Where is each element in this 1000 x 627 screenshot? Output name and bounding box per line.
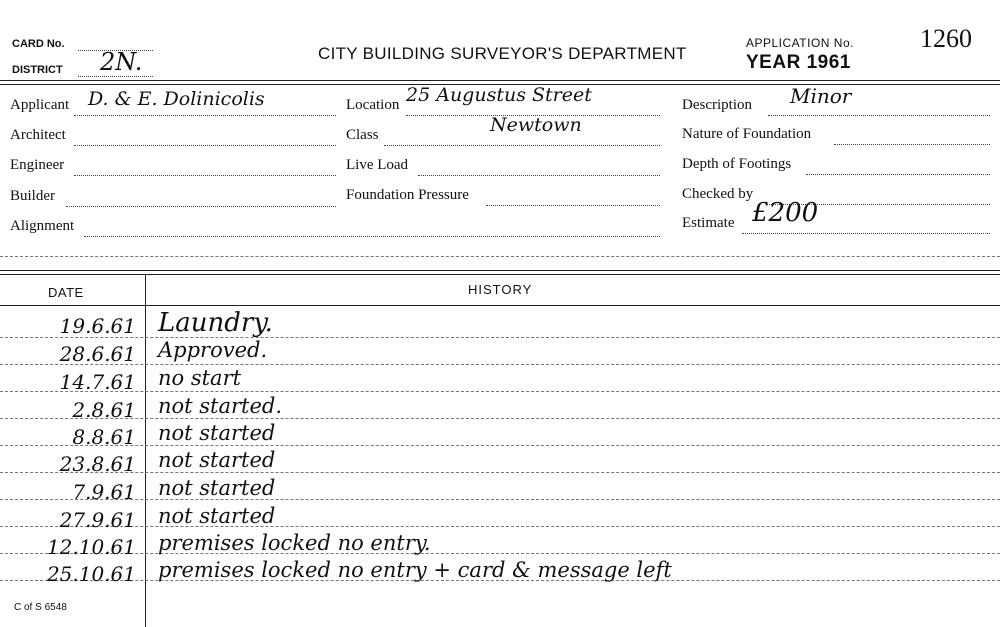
nature-of-foundation-label: Nature of Foundation (682, 126, 812, 142)
description-line (768, 115, 990, 116)
depth-of-footings-line (806, 174, 990, 175)
checked-by-label: Checked by (682, 186, 754, 202)
row-rule (0, 472, 1000, 473)
application-label: APPLICATION No. (746, 36, 854, 50)
foundation-pressure-label: Foundation Pressure (346, 187, 469, 203)
applicant-value: D. & E. Dolinicolis (88, 88, 265, 110)
card-no-label: CARD No. (12, 38, 65, 50)
form-code: C of S 6548 (14, 602, 67, 613)
history-date: 28.6.61 (59, 342, 136, 366)
alignment-label: Alignment (10, 218, 75, 234)
history-date: 2.8.61 (72, 398, 136, 422)
row-rule (0, 391, 1000, 392)
builder-line (66, 206, 336, 207)
row-rule (0, 526, 1000, 527)
date-column-divider (145, 274, 146, 627)
row-rule (0, 445, 1000, 446)
row-rule (0, 553, 1000, 554)
history-entry: premises locked no entry. (158, 531, 431, 555)
row-rule (0, 499, 1000, 500)
foundation-pressure-line (486, 205, 660, 206)
history-date: 12.10.61 (46, 535, 136, 559)
engineer-line (74, 175, 336, 176)
architect-line (74, 145, 336, 146)
history-entry: not started (158, 421, 276, 445)
fields-rule (0, 256, 1000, 257)
history-date: 8.8.61 (72, 425, 136, 449)
engineer-label: Engineer (10, 157, 65, 173)
history-header: HISTORY (468, 282, 533, 297)
applicant-label: Applicant (10, 97, 70, 113)
applicant-line (74, 115, 336, 116)
history-entry: not started (158, 448, 276, 472)
history-entry: no start (158, 366, 242, 390)
district-value: 2N. (100, 48, 143, 76)
table-header-rule (0, 305, 1000, 306)
application-number: 1260 (920, 24, 972, 53)
description-label: Description (682, 97, 752, 113)
district-label: DISTRICT (12, 64, 63, 76)
row-rule (0, 337, 1000, 338)
estimate-value: £200 (752, 198, 819, 228)
row-rule (0, 364, 1000, 365)
estimate-line (742, 233, 990, 234)
live-load-label: Live Load (346, 157, 409, 173)
location-label: Location (346, 97, 400, 113)
class-label: Class (346, 127, 379, 143)
district-line (78, 76, 153, 77)
table-top-divider-2 (0, 274, 1000, 275)
estimate-label: Estimate (682, 215, 735, 231)
depth-of-footings-label: Depth of Footings (682, 156, 792, 172)
date-header: DATE (48, 285, 84, 300)
builder-label: Builder (10, 188, 55, 204)
history-entry: not started (158, 504, 276, 528)
alignment-line (84, 236, 660, 237)
location-value-line2: Newtown (490, 114, 582, 136)
history-date: 7.9.61 (72, 480, 136, 504)
history-entry: not started (158, 476, 276, 500)
row-rule (0, 418, 1000, 419)
location-value-line1: 25 Augustus Street (406, 84, 592, 106)
history-date: 14.7.61 (59, 370, 136, 394)
history-entry: Approved. (158, 338, 268, 362)
live-load-line (418, 175, 660, 176)
history-entry: not started. (158, 394, 283, 418)
history-date: 27.9.61 (59, 508, 136, 532)
class-line (384, 145, 660, 146)
nature-of-foundation-line (834, 144, 990, 145)
description-value: Minor (790, 84, 852, 108)
architect-label: Architect (10, 127, 66, 143)
history-entry: Laundry. (158, 308, 273, 338)
year-label: YEAR 1961 (746, 52, 851, 73)
history-date: 23.8.61 (59, 452, 136, 476)
history-entry: premises locked no entry + card & message left (158, 558, 672, 582)
history-date: 25.10.61 (46, 562, 136, 586)
header-divider-1 (0, 80, 1000, 81)
department-title: CITY BUILDING SURVEYOR'S DEPARTMENT (318, 44, 687, 63)
history-date: 19.6.61 (59, 314, 136, 338)
table-top-divider-1 (0, 270, 1000, 271)
